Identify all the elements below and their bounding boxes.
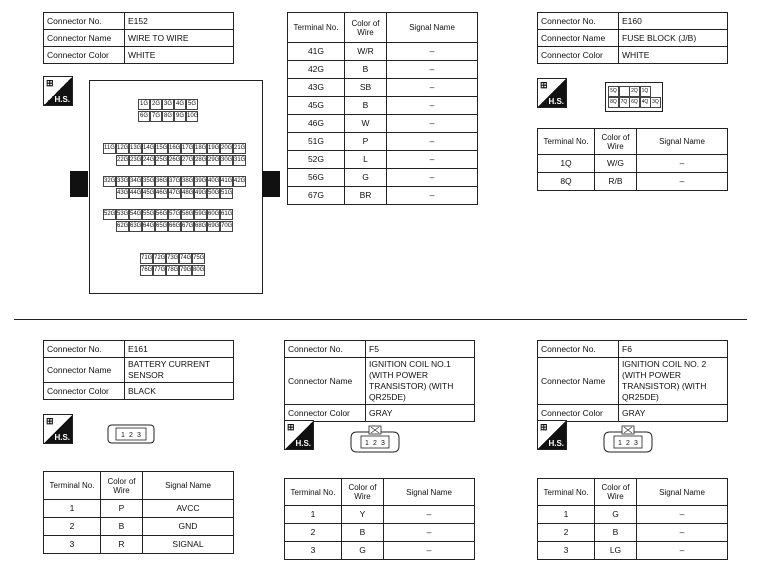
- connector-color: WHITE: [125, 47, 234, 64]
- table-row: [288, 43, 478, 61]
- terminal-no: 56G: [288, 169, 345, 187]
- pin-label: 2: [626, 440, 630, 447]
- terminal-cell: 52G: [103, 209, 116, 220]
- table-row: [288, 187, 478, 205]
- terminal-no: 3: [538, 542, 595, 560]
- pin-label: 3: [381, 440, 385, 447]
- table-row: [44, 500, 234, 518]
- table-row: [285, 524, 475, 542]
- harness-side-icon: ⊞ H.S.: [537, 420, 567, 450]
- label: Connector Name: [538, 358, 619, 405]
- signal-name: GND: [143, 518, 234, 536]
- wire-color: W/G: [595, 155, 637, 173]
- table-row: [44, 536, 234, 554]
- terminal-cell: 11G: [103, 143, 116, 154]
- terminal-cell: 42G: [233, 176, 246, 187]
- f5-terminal-table: [284, 478, 475, 560]
- label: Connector Color: [44, 383, 125, 400]
- wire-color: B: [345, 61, 387, 79]
- signal-name: SIGNAL: [143, 536, 234, 554]
- terminal-cell: 71G: [140, 253, 153, 264]
- table-row: [538, 542, 728, 560]
- pin-label: 3: [137, 432, 141, 439]
- signal-name: –: [387, 187, 478, 205]
- pin-label: 1: [618, 440, 622, 447]
- connector-no: F6: [619, 341, 728, 358]
- terminal-cell: 18G: [194, 143, 207, 154]
- wire-color: B: [101, 518, 143, 536]
- terminal-cell: 48G: [181, 188, 194, 199]
- terminal-cell: 6Q: [629, 97, 640, 108]
- terminal-cell: 65G: [155, 221, 168, 232]
- terminal-cell: 21G: [233, 143, 246, 154]
- col-terminal: Terminal No.: [538, 479, 595, 506]
- terminal-cell: 43G: [116, 188, 129, 199]
- terminal-no: 1Q: [538, 155, 595, 173]
- wire-color: LG: [595, 542, 637, 560]
- table-row: [288, 133, 478, 151]
- connector-color: WHITE: [619, 47, 728, 64]
- terminal-no: 45G: [288, 97, 345, 115]
- table-row: [288, 115, 478, 133]
- signal-name: –: [637, 506, 728, 524]
- terminal-cell: 7G: [150, 111, 162, 122]
- wire-color: L: [345, 151, 387, 169]
- f6-terminal-table: [537, 478, 728, 560]
- terminal-cell: 60G: [207, 209, 220, 220]
- connector-no: E152: [125, 13, 234, 30]
- col-terminal: Terminal No.: [288, 13, 345, 43]
- terminal-cell: 80G: [192, 265, 205, 276]
- terminal-cell: 8Q: [608, 97, 619, 108]
- signal-name: –: [387, 169, 478, 187]
- label: Connector No.: [285, 341, 366, 358]
- terminal-cell: 26G: [168, 155, 181, 166]
- harness-side-icon: ⊞ H.S.: [537, 78, 567, 108]
- terminal-cell: 45G: [142, 188, 155, 199]
- terminal-cell: 4Q: [640, 97, 651, 108]
- terminal-cell: 27G: [181, 155, 194, 166]
- terminal-cell: 46G: [155, 188, 168, 199]
- terminal-no: 51G: [288, 133, 345, 151]
- label: Connector No.: [538, 341, 619, 358]
- terminal-cell: 61G: [220, 209, 233, 220]
- wire-color: P: [101, 500, 143, 518]
- terminal-cell: 49G: [194, 188, 207, 199]
- label: Connector Color: [44, 47, 125, 64]
- table-row: [285, 542, 475, 560]
- terminal-cell: 25G: [155, 155, 168, 166]
- terminal-cell: 17G: [181, 143, 194, 154]
- wire-color: B: [595, 524, 637, 542]
- connector-name: IGNITION COIL NO. 2 (WITH POWER TRANSISTOR) (WITH QR25DE): [619, 358, 728, 405]
- terminal-cell: 3G: [162, 99, 174, 110]
- terminal-cell: 36G: [155, 176, 168, 187]
- e161-terminal-table: [43, 471, 234, 554]
- f5-connector-face: [349, 424, 401, 454]
- terminal-cell: 70G: [220, 221, 233, 232]
- connector-name: IGNITION COIL NO.1 (WITH POWER TRANSISTOR) (WITH QR25DE): [366, 358, 475, 405]
- terminal-cell: 32G: [103, 176, 116, 187]
- terminal-no: 42G: [288, 61, 345, 79]
- terminal-cell: 5Q: [608, 86, 619, 97]
- f6-connector-face: [602, 424, 654, 454]
- terminal-cell: 24G: [142, 155, 155, 166]
- terminal-no: 1: [44, 500, 101, 518]
- signal-name: AVCC: [143, 500, 234, 518]
- connector-name: FUSE BLOCK (J/B): [619, 30, 728, 47]
- wire-color: P: [345, 133, 387, 151]
- label: Connector Color: [285, 405, 366, 422]
- signal-name: –: [387, 79, 478, 97]
- terminal-no: 52G: [288, 151, 345, 169]
- terminal-cell: 56G: [155, 209, 168, 220]
- terminal-cell: 20G: [220, 143, 233, 154]
- terminal-no: 2: [538, 524, 595, 542]
- e160-terminal-table: [537, 128, 728, 191]
- terminal-no: 2: [285, 524, 342, 542]
- e161-connector-info: [43, 340, 234, 400]
- e160-connector-info: [537, 12, 728, 64]
- table-row: [538, 155, 728, 173]
- wire-color: Y: [342, 506, 384, 524]
- wire-color: W/R: [345, 43, 387, 61]
- terminal-no: 3: [44, 536, 101, 554]
- label: Connector Name: [285, 358, 366, 405]
- wire-color: SB: [345, 79, 387, 97]
- signal-name: –: [387, 115, 478, 133]
- terminal-cell: 34G: [129, 176, 142, 187]
- terminal-cell: 37G: [168, 176, 181, 187]
- terminal-cell: 47G: [168, 188, 181, 199]
- terminal-cell: 53G: [116, 209, 129, 220]
- connector-color: GRAY: [366, 405, 475, 422]
- connector-name: BATTERY CURRENT SENSOR: [125, 358, 234, 383]
- signal-name: –: [387, 43, 478, 61]
- signal-name: –: [384, 542, 475, 560]
- connector-color: BLACK: [125, 383, 234, 400]
- terminal-cell: 38G: [181, 176, 194, 187]
- col-color: Color of Wire: [342, 479, 384, 506]
- signal-name: –: [387, 97, 478, 115]
- table-row: [538, 524, 728, 542]
- terminal-cell: 74G: [179, 253, 192, 264]
- terminal-cell: 12G: [116, 143, 129, 154]
- signal-name: –: [384, 506, 475, 524]
- wire-color: G: [595, 506, 637, 524]
- col-terminal: Terminal No.: [538, 129, 595, 155]
- col-signal: Signal Name: [384, 479, 475, 506]
- terminal-cell: 44G: [129, 188, 142, 199]
- terminal-cell: 39G: [194, 176, 207, 187]
- label: Connector Name: [44, 30, 125, 47]
- col-color: Color of Wire: [595, 479, 637, 506]
- label: Connector Name: [44, 358, 125, 383]
- e160-connector-face: [605, 82, 663, 112]
- e152-connector-face: [89, 80, 263, 294]
- terminal-cell: 10G: [186, 111, 198, 122]
- terminal-cell: 8G: [162, 111, 174, 122]
- terminal-cell: 4G: [174, 99, 186, 110]
- terminal-cell: 31G: [233, 155, 246, 166]
- terminal-cell: 40G: [207, 176, 220, 187]
- terminal-cell: 64G: [142, 221, 155, 232]
- table-row: [288, 61, 478, 79]
- terminal-no: 1: [538, 506, 595, 524]
- e161-connector-face: [106, 421, 156, 447]
- terminal-no: 67G: [288, 187, 345, 205]
- wire-color: BR: [345, 187, 387, 205]
- terminal-cell: 22G: [116, 155, 129, 166]
- col-color: Color of Wire: [101, 472, 143, 500]
- wire-color: G: [345, 169, 387, 187]
- terminal-cell: 63G: [129, 221, 142, 232]
- terminal-cell: 30G: [220, 155, 233, 166]
- table-row: [44, 518, 234, 536]
- signal-name: –: [387, 61, 478, 79]
- harness-side-icon: ⊞ H.S.: [43, 76, 73, 106]
- table-row: [288, 79, 478, 97]
- signal-name: –: [384, 524, 475, 542]
- wire-color: R/B: [595, 173, 637, 191]
- terminal-cell: 13G: [129, 143, 142, 154]
- terminal-cell: 14G: [142, 143, 155, 154]
- terminal-no: 8Q: [538, 173, 595, 191]
- pin-label: 2: [129, 432, 133, 439]
- terminal-cell: [619, 86, 630, 97]
- terminal-cell: 28G: [194, 155, 207, 166]
- terminal-cell: 51G: [220, 188, 233, 199]
- col-signal: Signal Name: [637, 129, 728, 155]
- signal-name: –: [637, 542, 728, 560]
- col-color: Color of Wire: [345, 13, 387, 43]
- connector-name: WIRE TO WIRE: [125, 30, 234, 47]
- signal-name: –: [637, 524, 728, 542]
- signal-name: –: [387, 133, 478, 151]
- terminal-cell: 78G: [166, 265, 179, 276]
- terminal-cell: 75G: [192, 253, 205, 264]
- terminal-no: 1: [285, 506, 342, 524]
- terminal-no: 43G: [288, 79, 345, 97]
- col-signal: Signal Name: [637, 479, 728, 506]
- terminal-cell: 77G: [153, 265, 166, 276]
- terminal-cell: 72G: [153, 253, 166, 264]
- terminal-cell: 33G: [116, 176, 129, 187]
- connector-no: E160: [619, 13, 728, 30]
- label: Connector No.: [538, 13, 619, 30]
- wire-color: G: [342, 542, 384, 560]
- terminal-cell: 2G: [150, 99, 162, 110]
- section-divider: [14, 319, 747, 320]
- wire-color: R: [101, 536, 143, 554]
- connector-color: GRAY: [619, 405, 728, 422]
- terminal-cell: 55G: [142, 209, 155, 220]
- signal-name: –: [387, 151, 478, 169]
- e152-terminal-table: [287, 12, 478, 205]
- connector-no: F5: [366, 341, 475, 358]
- terminal-cell: 35G: [142, 176, 155, 187]
- e152-connector-info: [43, 12, 234, 64]
- col-signal: Signal Name: [387, 13, 478, 43]
- terminal-cell: 59G: [194, 209, 207, 220]
- terminal-cell: 69G: [207, 221, 220, 232]
- terminal-cell: 57G: [168, 209, 181, 220]
- label: Connector No.: [44, 13, 125, 30]
- f5-connector-info: [284, 340, 475, 422]
- terminal-cell: 62G: [116, 221, 129, 232]
- label: Connector Color: [538, 405, 619, 422]
- signal-name: –: [637, 155, 728, 173]
- pin-label: 1: [121, 432, 125, 439]
- terminal-cell: 3Q: [650, 97, 661, 108]
- label: Connector Color: [538, 47, 619, 64]
- terminal-cell: 9G: [174, 111, 186, 122]
- col-signal: Signal Name: [143, 472, 234, 500]
- terminal-cell: 76G: [140, 265, 153, 276]
- terminal-cell: 5G: [186, 99, 198, 110]
- terminal-cell: 41G: [220, 176, 233, 187]
- wire-color: W: [345, 115, 387, 133]
- connector-no: E161: [125, 341, 234, 358]
- table-row: [538, 506, 728, 524]
- terminal-no: 3: [285, 542, 342, 560]
- terminal-no: 41G: [288, 43, 345, 61]
- table-row: [288, 169, 478, 187]
- col-color: Color of Wire: [595, 129, 637, 155]
- terminal-cell: 7Q: [619, 97, 630, 108]
- terminal-no: 46G: [288, 115, 345, 133]
- terminal-cell: 79G: [179, 265, 192, 276]
- table-row: [288, 97, 478, 115]
- f6-connector-info: [537, 340, 728, 422]
- terminal-cell: 2Q: [629, 86, 640, 97]
- terminal-cell: 68G: [194, 221, 207, 232]
- pin-label: 2: [373, 440, 377, 447]
- terminal-cell: 1Q: [640, 86, 651, 97]
- wire-color: B: [345, 97, 387, 115]
- terminal-cell: 16G: [168, 143, 181, 154]
- label: Connector Name: [538, 30, 619, 47]
- pin-label: 3: [634, 440, 638, 447]
- terminal-cell: 1G: [138, 99, 150, 110]
- terminal-cell: 50G: [207, 188, 220, 199]
- table-row: [288, 151, 478, 169]
- wire-color: B: [342, 524, 384, 542]
- terminal-cell: 66G: [168, 221, 181, 232]
- col-terminal: Terminal No.: [44, 472, 101, 500]
- harness-side-icon: ⊞ H.S.: [43, 414, 73, 444]
- terminal-cell: 29G: [207, 155, 220, 166]
- table-row: [285, 506, 475, 524]
- label: Connector No.: [44, 341, 125, 358]
- terminal-cell: 19G: [207, 143, 220, 154]
- terminal-cell: 58G: [181, 209, 194, 220]
- terminal-cell: 73G: [166, 253, 179, 264]
- col-terminal: Terminal No.: [285, 479, 342, 506]
- signal-name: –: [637, 173, 728, 191]
- terminal-cell: 23G: [129, 155, 142, 166]
- terminal-no: 2: [44, 518, 101, 536]
- terminal-cell: 6G: [138, 111, 150, 122]
- pin-label: 1: [365, 440, 369, 447]
- terminal-cell: 67G: [181, 221, 194, 232]
- terminal-cell: 15G: [155, 143, 168, 154]
- terminal-cell: 54G: [129, 209, 142, 220]
- table-row: [538, 173, 728, 191]
- harness-side-icon: ⊞ H.S.: [284, 420, 314, 450]
